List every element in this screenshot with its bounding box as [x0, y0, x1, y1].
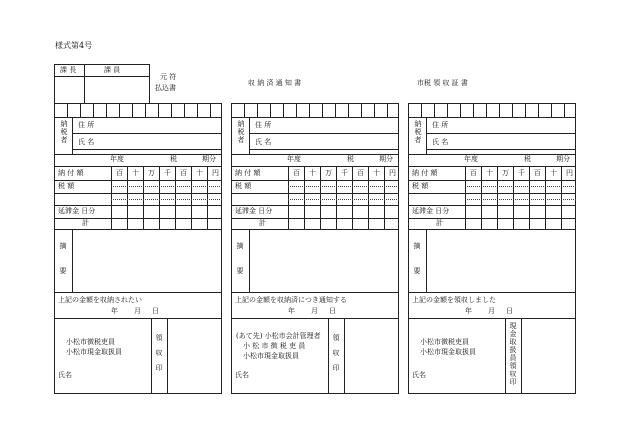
date-month: 月: [488, 307, 495, 315]
officer-title: 小松市現金取扱員: [420, 348, 476, 356]
digit-header: 十: [550, 169, 557, 177]
officer-title: 小松市徴税吏員: [420, 338, 469, 346]
signer-name-label: 氏名: [58, 371, 72, 379]
staff-label: 課 員: [104, 66, 121, 74]
digit-header: 千: [164, 169, 171, 177]
date-month: 月: [134, 307, 141, 315]
panel-title-2: 収 納 済 通 知 書: [248, 79, 302, 87]
officer-title: 小松市現金取扱員: [66, 348, 122, 356]
late-fee-label: 延滞金 日分: [58, 207, 96, 215]
digit-header: 百: [116, 169, 123, 177]
digit-header: 十: [373, 169, 380, 177]
date-day: 日: [506, 307, 513, 315]
date-day: 日: [329, 307, 336, 315]
digit-header: 千: [341, 169, 348, 177]
digit-header: 十: [132, 169, 139, 177]
receipt-panel: [231, 103, 399, 394]
digit-header: 十: [486, 169, 493, 177]
chief-label: 課 長: [60, 66, 77, 74]
gen-seal-line2: 払込書: [155, 84, 176, 92]
digit-header: 万: [325, 169, 332, 177]
taxpayer-label: 納税者: [60, 120, 68, 144]
form-number: 様式第4号: [55, 41, 93, 50]
address-label: 住 所: [78, 121, 95, 129]
tax-amount-label: 税 額: [58, 182, 75, 190]
late-fee-label: 延滞金 日分: [412, 207, 450, 215]
name-label: 氏 名: [255, 138, 272, 146]
tax-type-label: 税: [347, 155, 354, 163]
payment-amount-label: 納 付 額: [235, 169, 261, 177]
receipt-seal-label: 領収印: [155, 334, 163, 379]
payment-amount-label: 納 付 額: [58, 169, 84, 177]
date-day: 日: [152, 307, 159, 315]
fiscal-year-label: 年度: [464, 155, 478, 163]
taxpayer-label: 納税者: [237, 120, 245, 144]
date-year: 年: [288, 307, 295, 315]
digit-header: 十: [309, 169, 316, 177]
signer-name-label: 氏名: [412, 371, 426, 379]
tax-amount-label: 税 額: [235, 182, 252, 190]
installment-label: 期分: [202, 155, 216, 163]
taxpayer-label: 納税者: [414, 120, 422, 144]
gen-seal-line1: 元 符: [160, 73, 177, 81]
tax-type-label: 税: [524, 155, 531, 163]
receipt-seal-label: 領収印: [332, 334, 340, 379]
officer-title: 小 松 市 徴 税 吏 員: [243, 342, 306, 350]
digit-header: 円: [566, 169, 573, 177]
remarks-label: 摘要: [59, 242, 67, 292]
digit-header: 百: [357, 169, 364, 177]
tax-amount-label: 税 額: [412, 182, 429, 190]
officer-title: 小松市現金取扱員: [243, 352, 299, 360]
tax-type-label: 税: [170, 155, 177, 163]
address-label: 住 所: [255, 121, 272, 129]
digit-header: 十: [196, 169, 203, 177]
digit-header: 万: [148, 169, 155, 177]
digit-header: 百: [180, 169, 187, 177]
digit-header: 円: [212, 169, 219, 177]
date-year: 年: [465, 307, 472, 315]
receipt-seal-label: 現金取扱員領収印: [509, 322, 517, 386]
payment-amount-label: 納 付 額: [412, 169, 438, 177]
statement-text: 上記の金額を収納済につき通知する: [235, 296, 347, 304]
signer-name-label: 氏名: [235, 371, 249, 379]
remarks-label: 摘要: [413, 242, 421, 292]
installment-label: 期分: [556, 155, 570, 163]
late-fee-label: 延滞金 日分: [235, 207, 273, 215]
date-year: 年: [111, 307, 118, 315]
remarks-label: 摘要: [236, 242, 244, 292]
total-label: 計: [82, 219, 89, 227]
statement-text: 上記の金額を領収しました: [412, 296, 496, 304]
statement-text: 上記の金額を収納されたい: [58, 296, 142, 304]
date-month: 月: [311, 307, 318, 315]
digit-header: 百: [470, 169, 477, 177]
total-label: 計: [259, 219, 266, 227]
fiscal-year-label: 年度: [287, 155, 301, 163]
digit-header: 百: [534, 169, 541, 177]
fiscal-year-label: 年度: [110, 155, 124, 163]
installment-label: 期分: [379, 155, 393, 163]
panel-title-3: 市税 領 収 証 書: [417, 79, 468, 87]
name-label: 氏 名: [432, 138, 449, 146]
digit-header: 円: [389, 169, 396, 177]
officer-title: 小松市徴税吏員: [66, 338, 115, 346]
digit-header: 千: [518, 169, 525, 177]
total-label: 計: [436, 219, 443, 227]
digit-header: 百: [293, 169, 300, 177]
address-label: 住 所: [432, 121, 449, 129]
officer-title: (あて先) 小松市会計管理者: [236, 332, 321, 340]
digit-header: 万: [502, 169, 509, 177]
name-label: 氏 名: [78, 138, 95, 146]
